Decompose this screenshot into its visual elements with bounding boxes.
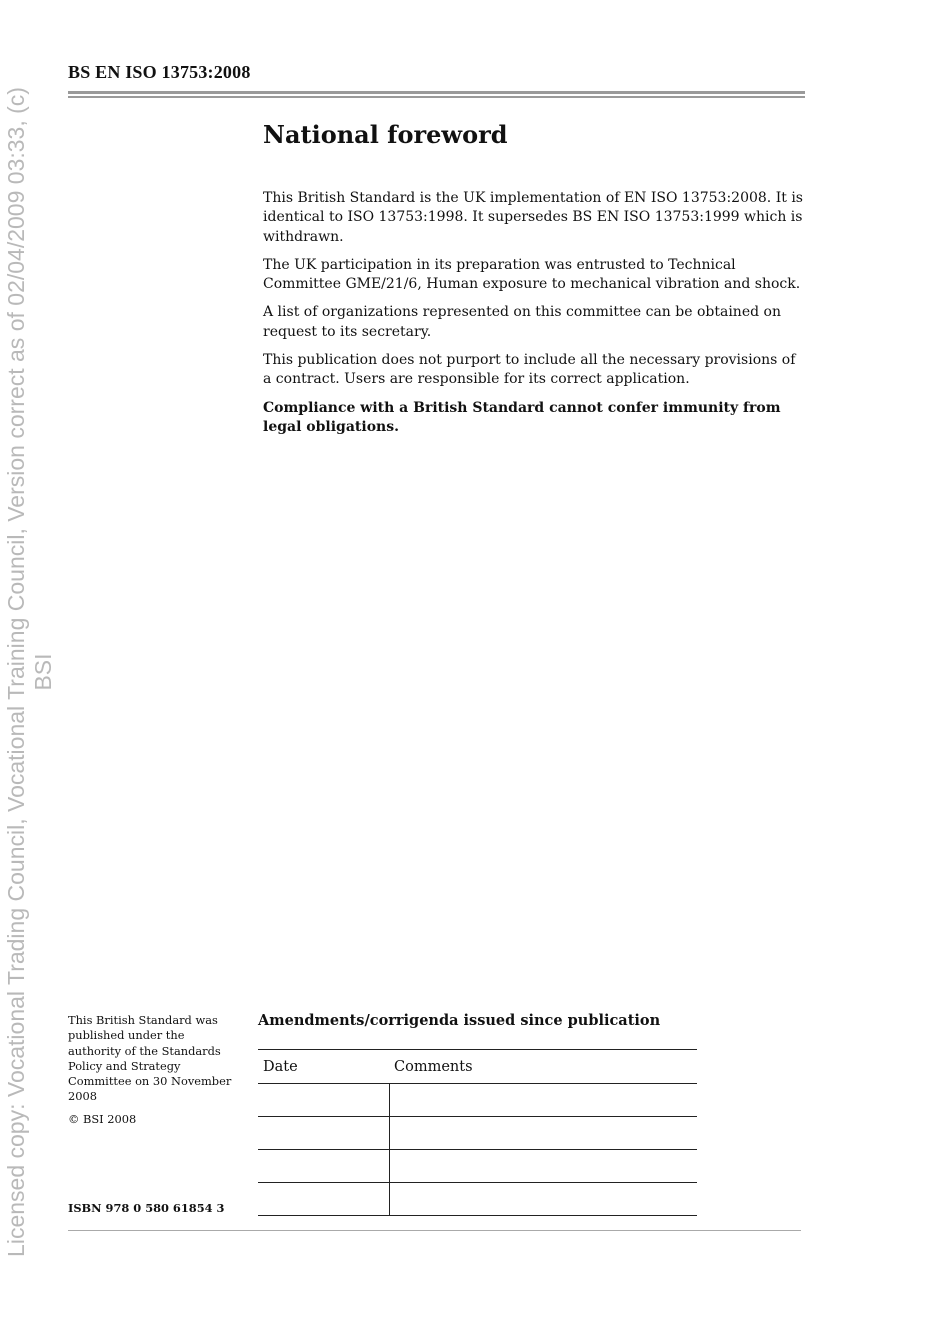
- date-cell: [258, 1117, 389, 1150]
- comments-cell: [389, 1084, 697, 1117]
- table-header-row: [258, 1050, 697, 1084]
- footer-divider: [68, 1230, 801, 1231]
- watermark-line-1: Licensed copy: Vocational Trading Council, Vocational Training Council, Version correct as of 02/04/2009 03:33, (c): [3, 87, 29, 1257]
- paragraph: A list of organizations represented on this committee can be obtained on request to its secretary.: [263, 304, 781, 340]
- publication-statement: This British Standard was published under the authority of the Standards Policy and Strategy Committee on 30 November 2008: [68, 1013, 232, 1104]
- standard-code: BS EN ISO 13753:2008: [68, 62, 251, 82]
- copyright-notice: © BSI 2008: [68, 1112, 137, 1126]
- date-cell: [258, 1150, 389, 1183]
- amendments-table: [258, 1049, 697, 1216]
- paragraph: This publication does not purport to include all the necessary provisions of a contract. Users are responsible for its correct application.: [263, 352, 796, 388]
- date-cell: [258, 1183, 389, 1216]
- table-row: [258, 1084, 697, 1117]
- table-row: [258, 1117, 697, 1150]
- comments-cell: [389, 1183, 697, 1216]
- publication-note: [68, 1013, 238, 1105]
- foreword-body: [263, 189, 808, 446]
- column-header-comments: Comments: [389, 1050, 697, 1084]
- table-row: [258, 1183, 697, 1216]
- paragraph: The UK participation in its preparation was entrusted to Technical Committee GME/21/6, Human exposure to mechanical vibration and shock.: [263, 256, 801, 293]
- header-divider-secondary: [68, 96, 805, 98]
- page-title: National foreword: [263, 120, 508, 149]
- comments-cell: [389, 1150, 697, 1183]
- compliance-note: Compliance with a British Standard cannot confer immunity from legal obligations.: [263, 399, 781, 435]
- table-row: [258, 1150, 697, 1183]
- date-cell: [258, 1084, 389, 1117]
- watermark: [0, 0, 60, 1344]
- watermark-text: [3, 7, 57, 1337]
- isbn: ISBN 978 0 580 61854 3: [68, 1201, 225, 1215]
- header-divider: [68, 91, 805, 94]
- watermark-line-2: BSI: [30, 653, 56, 691]
- amendments-title: Amendments/corrigenda issued since publication: [258, 1012, 661, 1029]
- comments-cell: [389, 1117, 697, 1150]
- column-header-date: Date: [258, 1050, 389, 1084]
- paragraph: This British Standard is the UK implementation of EN ISO 13753:2008. It is identical to ISO 13753:1998. It supersedes BS EN ISO 13753:1999 which is withdrawn.: [263, 190, 803, 245]
